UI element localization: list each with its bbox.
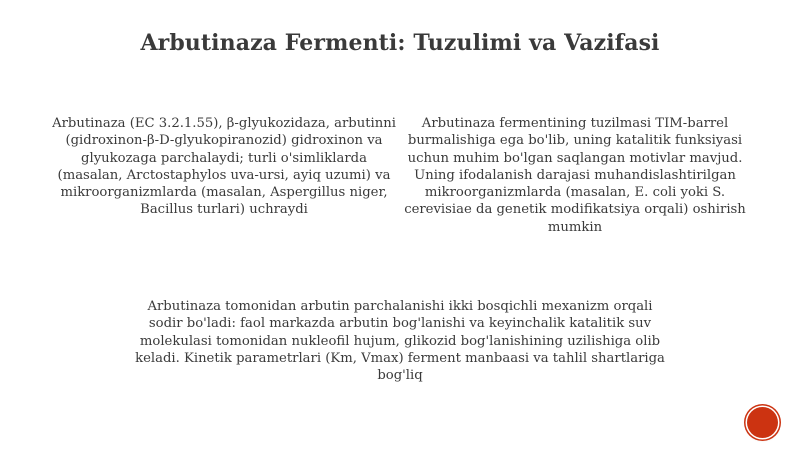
- slide-title: Arbutinaza Fermenti: Tuzulimi va Vazifasi: [140, 30, 660, 56]
- left-paragraph: Arbutinaza (EC 3.2.1.55), β-glyukozidaza, arbutinni (gidroxinon-β-D-glyukopiranozid) gidroxinon va glyukozaga parchalaydi; turli o'simliklarda (masalan, Arctostaphylos uva-ursi, ayiq uzumi) va mikroorganizmlarda (masalan, Aspergillus niger, Bacillus turlari) uchraydi: [52, 116, 396, 218]
- next-arrow-icon: [758, 418, 768, 428]
- right-paragraph: Arbutinaza fermentining tuzilmasi TIM-barrel burmalishiga ega bo'lib, uning katalitik funksiyasi uchun muhim bo'lgan saqlangan motivlar mavjud. Uning ifodalanish darajasi muhandislashtirilgan mikroorganizmlarda (masalan, E. coli yoki S. cerevisiae da genetik modifikatsiya orqali) oshirish mumkin: [404, 116, 746, 235]
- bottom-paragraph: Arbutinaza tomonidan arbutin parchalanishi ikki bosqichli mexanizm orqali sodir bo'ladi: faol markazda arbutin bog'lanishi va keyinchalik katalitik suv molekulasi tomonidan nukleofil hujum, glikozid bog'lanishining uzilishiga olib keladi. Kinetik parametrlari (Km, Vmax) ferment manbaasi va tahlil shartlariga bog'liq: [135, 299, 665, 384]
- next-slide-button[interactable]: [747, 407, 778, 438]
